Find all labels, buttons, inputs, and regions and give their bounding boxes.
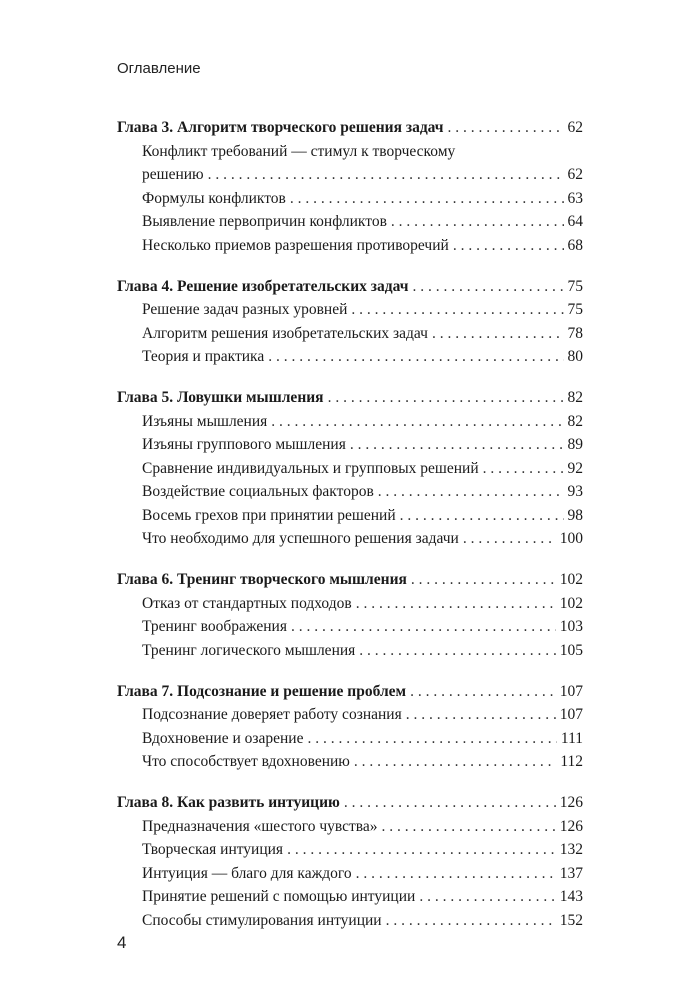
page-number: 89 (567, 436, 583, 453)
page-number: 132 (559, 841, 583, 858)
page-number: 98 (567, 506, 583, 524)
page-number: 63 (567, 189, 583, 207)
section-title: решению (142, 166, 204, 183)
dot-leader (354, 750, 556, 774)
section-entry[interactable] (117, 163, 583, 187)
section-title: Тренинг воображения (142, 618, 287, 635)
dot-leader (400, 504, 564, 528)
chapter-entry[interactable] (117, 386, 583, 410)
section-title: Что необходимо для успешного решения задачи (142, 530, 459, 547)
page-number: 68 (567, 236, 583, 254)
dot-leader (208, 163, 564, 187)
section-title: Подсознание доверяет работу сознания (142, 706, 402, 723)
table-of-contents (117, 116, 583, 950)
page-folio: 4 (117, 933, 127, 952)
section-title: Вдохновение и озарение (142, 729, 304, 747)
section-title: Формулы конфликтов (142, 189, 286, 207)
dot-leader (411, 568, 556, 592)
dot-leader (448, 116, 564, 140)
section-title: Тренинг логического мышления (142, 641, 356, 659)
page-number: 103 (559, 618, 583, 635)
page-number: 92 (567, 459, 583, 477)
section-title: Сравнение индивидуальных и групповых решений (142, 459, 479, 477)
page-number: 75 (567, 277, 583, 295)
section-entry[interactable] (117, 210, 583, 234)
dot-leader (328, 386, 564, 410)
section-title: Что способствует вдохновению (142, 753, 350, 770)
section-entry[interactable] (117, 885, 583, 909)
section-entry[interactable] (117, 234, 583, 258)
chapter-entry[interactable] (117, 116, 583, 140)
section-entry[interactable] (117, 480, 583, 504)
dot-leader (483, 457, 564, 481)
section-entry[interactable] (117, 322, 583, 346)
dot-leader (290, 187, 564, 211)
page-number: 107 (559, 682, 583, 700)
page-number: 126 (559, 794, 583, 811)
dot-leader (382, 815, 556, 839)
chapter-entry[interactable] (117, 791, 583, 815)
page-number: 152 (559, 911, 583, 929)
dot-leader (351, 298, 563, 322)
section-entry[interactable] (117, 639, 583, 663)
chapter-title: Глава 8. Как развить интуицию (117, 794, 340, 811)
toc-chapter-5 (117, 386, 583, 551)
section-entry[interactable] (117, 345, 583, 369)
dot-leader (419, 885, 555, 909)
dot-leader (291, 615, 556, 639)
section-entry[interactable] (117, 750, 583, 774)
dot-leader (410, 680, 556, 704)
dot-leader (271, 410, 563, 434)
section-title: Теория и практика (142, 348, 265, 365)
chapter-title: Глава 5. Ловушки мышления (117, 389, 324, 406)
dot-leader (386, 909, 556, 933)
section-title: Способы стимулирования интуиции (142, 911, 382, 929)
toc-chapter-8 (117, 791, 583, 932)
dot-leader (406, 703, 556, 727)
chapter-title: Глава 7. Подсознание и решение проблем (117, 682, 407, 700)
toc-chapter-6 (117, 568, 583, 662)
dot-leader (391, 210, 564, 234)
section-title: Алгоритм решения изобретательских задач (142, 324, 428, 342)
section-entry[interactable] (117, 433, 583, 457)
chapter-title: Глава 3. Алгоритм творческого решения задач (117, 119, 444, 136)
section-title: Изъяны мышления (142, 412, 268, 430)
section-title: Отказ от стандартных подходов (142, 594, 352, 612)
section-title: Принятие решений с помощью интуиции (142, 888, 416, 905)
page-number: 62 (567, 166, 583, 183)
dot-leader (359, 639, 555, 663)
section-entry[interactable] (117, 703, 583, 727)
dot-leader (412, 275, 563, 299)
section-title: Решение задач разных уровней (142, 301, 348, 318)
page-number: 102 (559, 594, 583, 612)
dot-leader (307, 727, 556, 751)
dot-leader (350, 433, 564, 457)
section-entry[interactable] (117, 727, 583, 751)
toc-chapter-4 (117, 275, 583, 369)
page-number: 82 (567, 412, 583, 430)
page-number: 111 (560, 729, 583, 747)
toc-chapter-7 (117, 680, 583, 774)
page-number: 100 (559, 530, 583, 547)
running-head: Оглавление (117, 60, 201, 77)
chapter-title: Глава 6. Тренинг творческого мышления (117, 571, 407, 588)
dot-leader (463, 527, 556, 551)
section-entry[interactable] (117, 527, 583, 551)
page-number: 126 (559, 817, 583, 835)
page-number: 105 (559, 641, 583, 659)
section-entry[interactable] (117, 815, 583, 839)
page-number: 64 (567, 213, 583, 230)
section-title: Выявление первопричин конфликтов (142, 213, 387, 230)
page-number: 102 (559, 571, 583, 588)
section-title: Несколько приемов разрешения противоречий (142, 236, 449, 254)
dot-leader (344, 791, 556, 815)
dot-leader (356, 592, 556, 616)
section-entry[interactable] (117, 457, 583, 481)
dot-leader (453, 234, 564, 258)
section-title: Предназначения «шестого чувства» (142, 817, 378, 835)
toc-chapter-3 (117, 116, 583, 257)
chapter-entry[interactable] (117, 568, 583, 592)
section-title-line: Конфликт требований — стимул к творческому (142, 142, 456, 160)
dot-leader (356, 862, 556, 886)
section-entry[interactable] (117, 410, 583, 434)
page-number: 82 (567, 389, 583, 406)
page-number: 93 (567, 483, 583, 500)
page-number: 75 (567, 301, 583, 318)
section-entry[interactable] (117, 838, 583, 862)
dot-leader (378, 480, 564, 504)
dot-leader (432, 322, 564, 346)
page-number: 137 (559, 864, 583, 882)
chapter-title: Глава 4. Решение изобретательских задач (117, 277, 409, 295)
section-entry[interactable] (117, 187, 583, 211)
section-entry[interactable] (117, 592, 583, 616)
section-title: Восемь грехов при принятии решений (142, 506, 396, 524)
page-number: 143 (559, 888, 583, 905)
page-number: 80 (567, 348, 583, 365)
chapter-entry[interactable] (117, 680, 583, 704)
page-number: 112 (560, 753, 583, 770)
page-number: 78 (567, 324, 583, 342)
section-entry[interactable] (117, 909, 583, 933)
chapter-entry[interactable] (117, 275, 583, 299)
page-number: 62 (567, 119, 583, 136)
section-title: Творческая интуиция (142, 841, 284, 858)
dot-leader (287, 838, 556, 862)
section-entry[interactable] (117, 298, 583, 322)
section-title: Интуиция — благо для каждого (142, 864, 352, 882)
section-title: Воздействие социальных факторов (142, 483, 374, 500)
page-number: 107 (559, 706, 583, 723)
section-entry[interactable] (117, 615, 583, 639)
section-entry[interactable] (117, 862, 583, 886)
section-title: Изъяны группового мышления (142, 436, 346, 453)
dot-leader (268, 345, 563, 369)
section-entry[interactable] (117, 504, 583, 528)
